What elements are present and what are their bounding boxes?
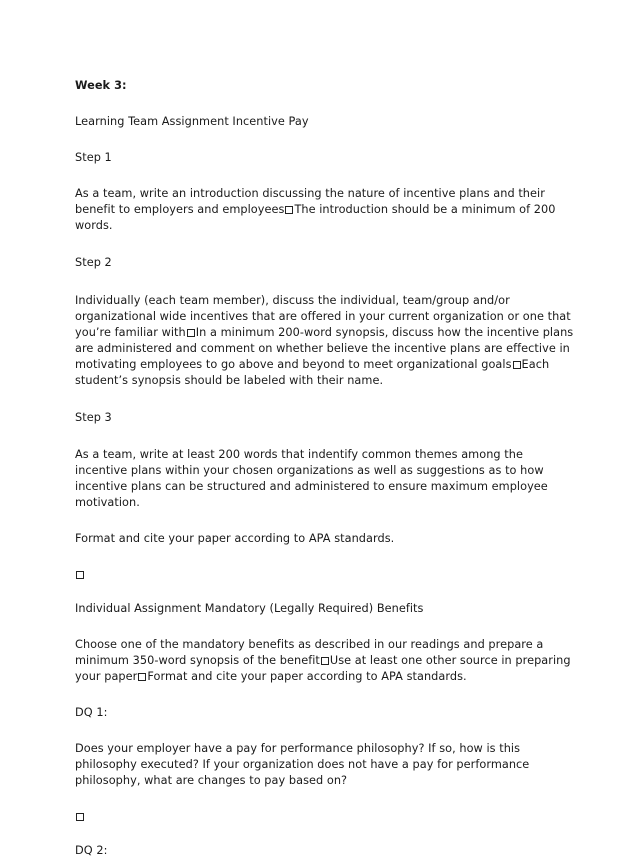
missing-glyph-icon (513, 361, 521, 369)
step3-label: Step 3 (75, 411, 112, 424)
step2-text-c: Each student’s synopsis should be labeled with their name. (75, 358, 550, 387)
step1-text-b: The introduction should be a minimum of 200 words. (75, 203, 556, 232)
missing-glyph-icon (321, 657, 329, 665)
missing-glyph-icon (285, 206, 293, 214)
missing-glyph-icon (76, 813, 84, 821)
missing-glyph-icon (138, 673, 146, 681)
individual-text-b: Use at least one other source in preparing your paper (75, 654, 571, 683)
dq2-label: DQ 2: (75, 844, 108, 857)
step2-text-b: In a minimum 200-word synopsis, discuss how the incentive plans are administered and comment on whether believe the incentive plans are effective in motivating employees to go above and beyond to meet organizational goals (75, 326, 574, 371)
dq1-label: DQ 1: (75, 706, 108, 719)
team-assignment-title: Learning Team Assignment Incentive Pay (75, 115, 309, 128)
step2-label: Step 2 (75, 256, 112, 269)
individual-text-a: Choose one of the mandatory benefits as described in our readings and prepare a minimum 350-word synopsis of the benefit (75, 638, 544, 667)
individual-text-c: Format and cite your paper according to APA standards. (147, 670, 467, 683)
document-page (75, 78, 575, 859)
step1-paragraph (75, 186, 575, 234)
separator-line (75, 567, 575, 583)
step3-paragraph: As a team, write at least 200 words that indentify common themes among the incentive plans within your chosen organizations as well as suggestions as to how incentive plans can be structured and administered to ensure maximum employee motivation. (75, 448, 548, 509)
separator-line (75, 809, 575, 825)
missing-glyph-icon (76, 571, 84, 579)
step2-paragraph (75, 293, 575, 389)
individual-assignment-title: Individual Assignment Mandatory (Legally Required) Benefits (75, 602, 424, 615)
dq1-paragraph: Does your employer have a pay for performance philosophy? If so, how is this philosophy executed? If your organization does not have a pay for performance philosophy, what are changes to pay based on? (75, 742, 530, 787)
step1-label: Step 1 (75, 151, 112, 164)
format-instructions: Format and cite your paper according to APA standards. (75, 532, 395, 545)
step1-text-a: As a team, write an introduction discussing the nature of incentive plans and their benefit to employers and employees (75, 187, 545, 216)
week-title: Week 3: (75, 79, 127, 92)
step2-text-a: Individually (each team member), discuss the individual, team/group and/or organizational wide incentives that are offered in your current organization or one that you’re familiar with (75, 294, 571, 339)
missing-glyph-icon (187, 329, 195, 337)
individual-paragraph (75, 637, 575, 685)
